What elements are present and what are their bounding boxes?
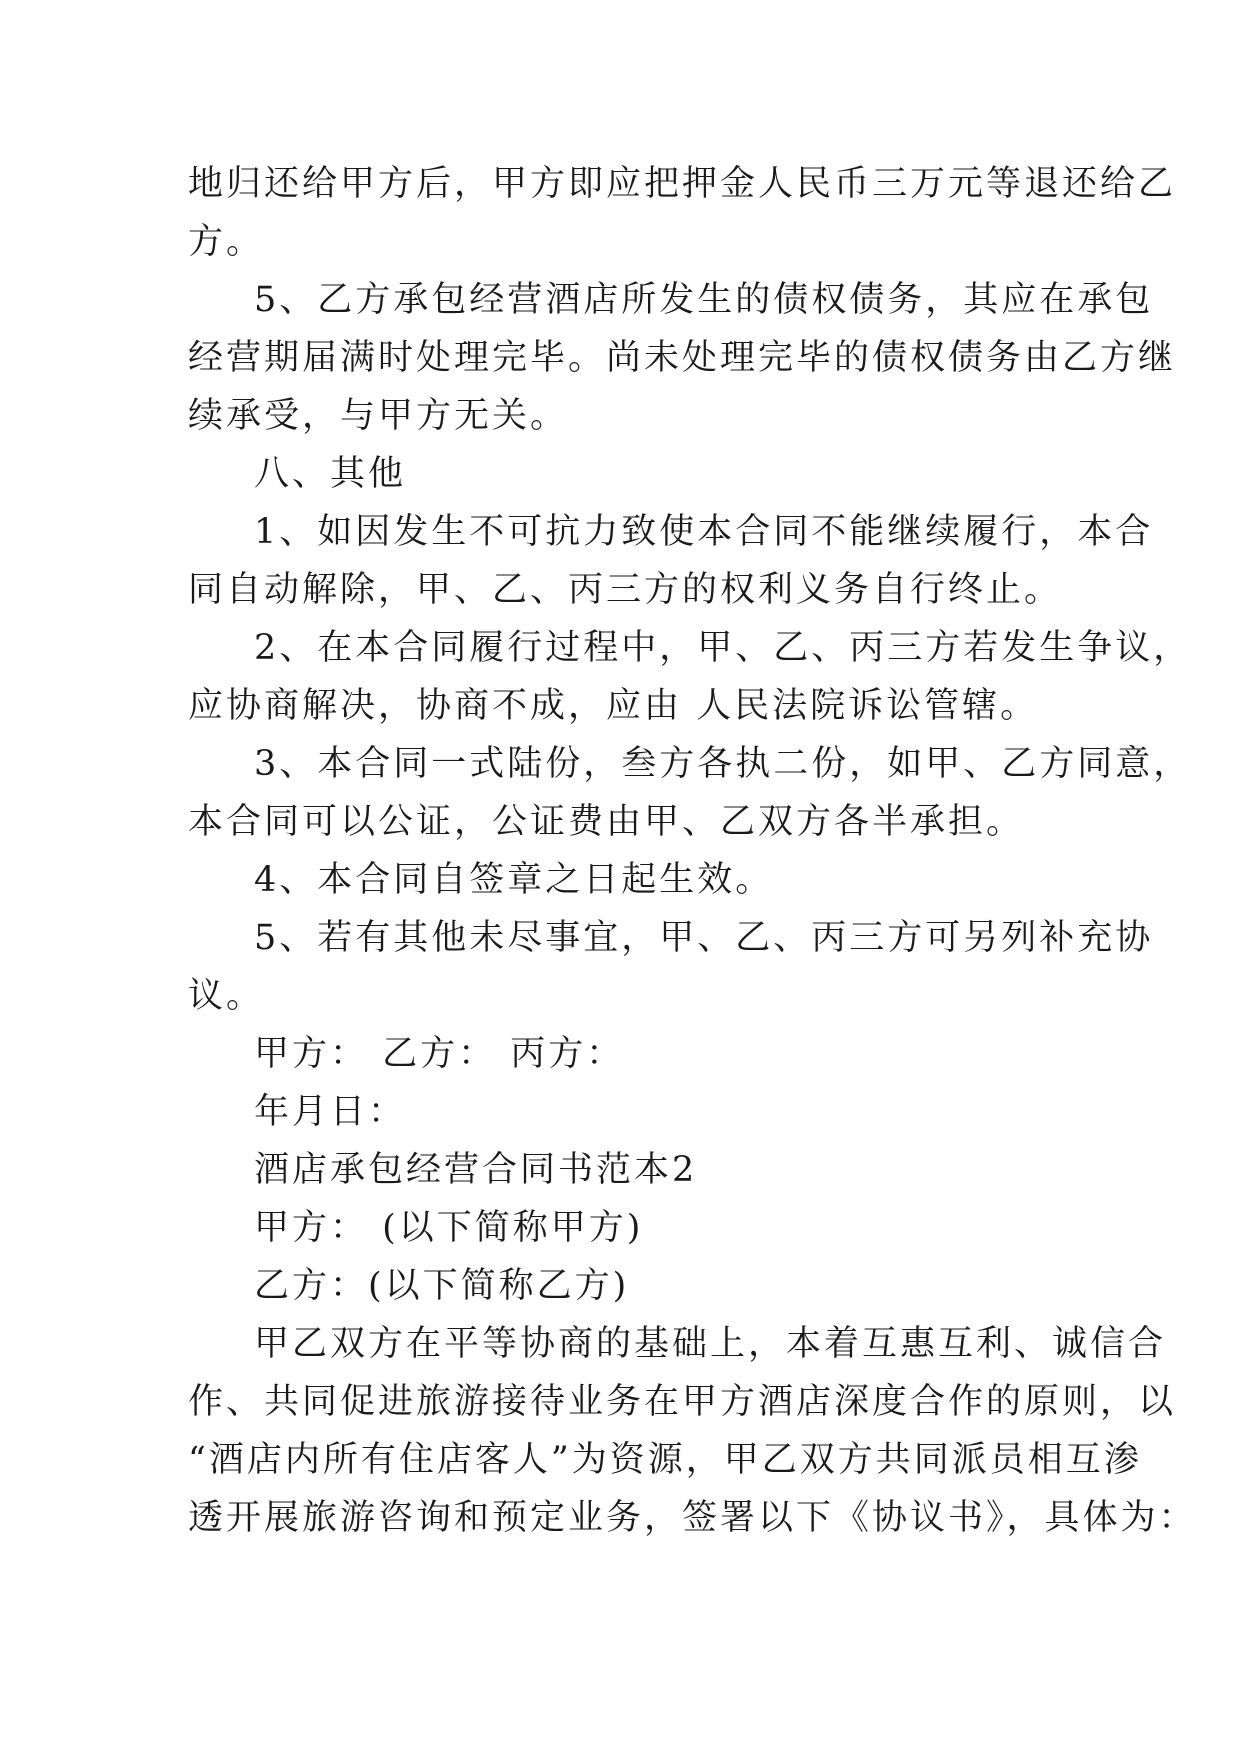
- text-line: 应协商解决，协商不成，应由 人民法院诉讼管辖。: [188, 686, 1039, 726]
- text-line: 5、若有其他未尽事宜，甲、乙、丙三方可另列补充协: [254, 918, 1154, 958]
- text-line: 本合同可以公证，公证费由甲、乙双方各半承担。: [188, 802, 1025, 842]
- text-line: 1、如因发生不可抗力致使本合同不能继续履行，本合: [254, 512, 1154, 552]
- text-line: 经营期届满时处理完毕。尚未处理完毕的债权债务由乙方继: [188, 338, 1177, 378]
- text-line: 方。: [188, 222, 265, 262]
- text-line: 同自动解除，甲、乙、丙三方的权利义务自行终止。: [188, 570, 1063, 610]
- text-line: 地归还给甲方后，甲方即应把押金人民币三万元等退还给乙: [188, 164, 1177, 204]
- text-line: 议。: [188, 976, 265, 1016]
- text-line: 3、本合同一式陆份，叁方各执二份，如甲、乙方同意，: [254, 744, 1192, 784]
- text-line: 作、共同促进旅游接待业务在甲方酒店深度合作的原则，以: [188, 1382, 1177, 1422]
- text-line: “酒店内所有住店客人”为资源，甲乙双方共同派员相互渗: [188, 1440, 1142, 1480]
- signature-parties: 甲方： 乙方： 丙方：: [254, 1034, 625, 1074]
- document-title: 酒店承包经营合同书范本2: [254, 1150, 698, 1190]
- text-line: 甲乙双方在平等协商的基础上，本着互惠互利、诚信合: [254, 1324, 1167, 1364]
- text-line: 4、本合同自签章之日起生效。: [254, 860, 774, 900]
- signature-date: 年月日：: [254, 1092, 407, 1132]
- party-a-line: 甲方： (以下简称甲方): [254, 1208, 644, 1248]
- section-heading: 八、其他: [254, 454, 407, 494]
- text-line: 续承受，与甲方无关。: [188, 396, 569, 436]
- text-line: 5、乙方承包经营酒店所发生的债权债务，其应在承包: [254, 280, 1154, 320]
- party-b-line: 乙方：(以下简称乙方): [254, 1266, 630, 1306]
- text-line: 2、在本合同履行过程中，甲、乙、丙三方若发生争议，: [254, 628, 1192, 668]
- text-line: 透开展旅游咨询和预定业务，签署以下《协议书》，具体为：: [188, 1498, 1197, 1538]
- document-body: [188, 155, 1197, 1547]
